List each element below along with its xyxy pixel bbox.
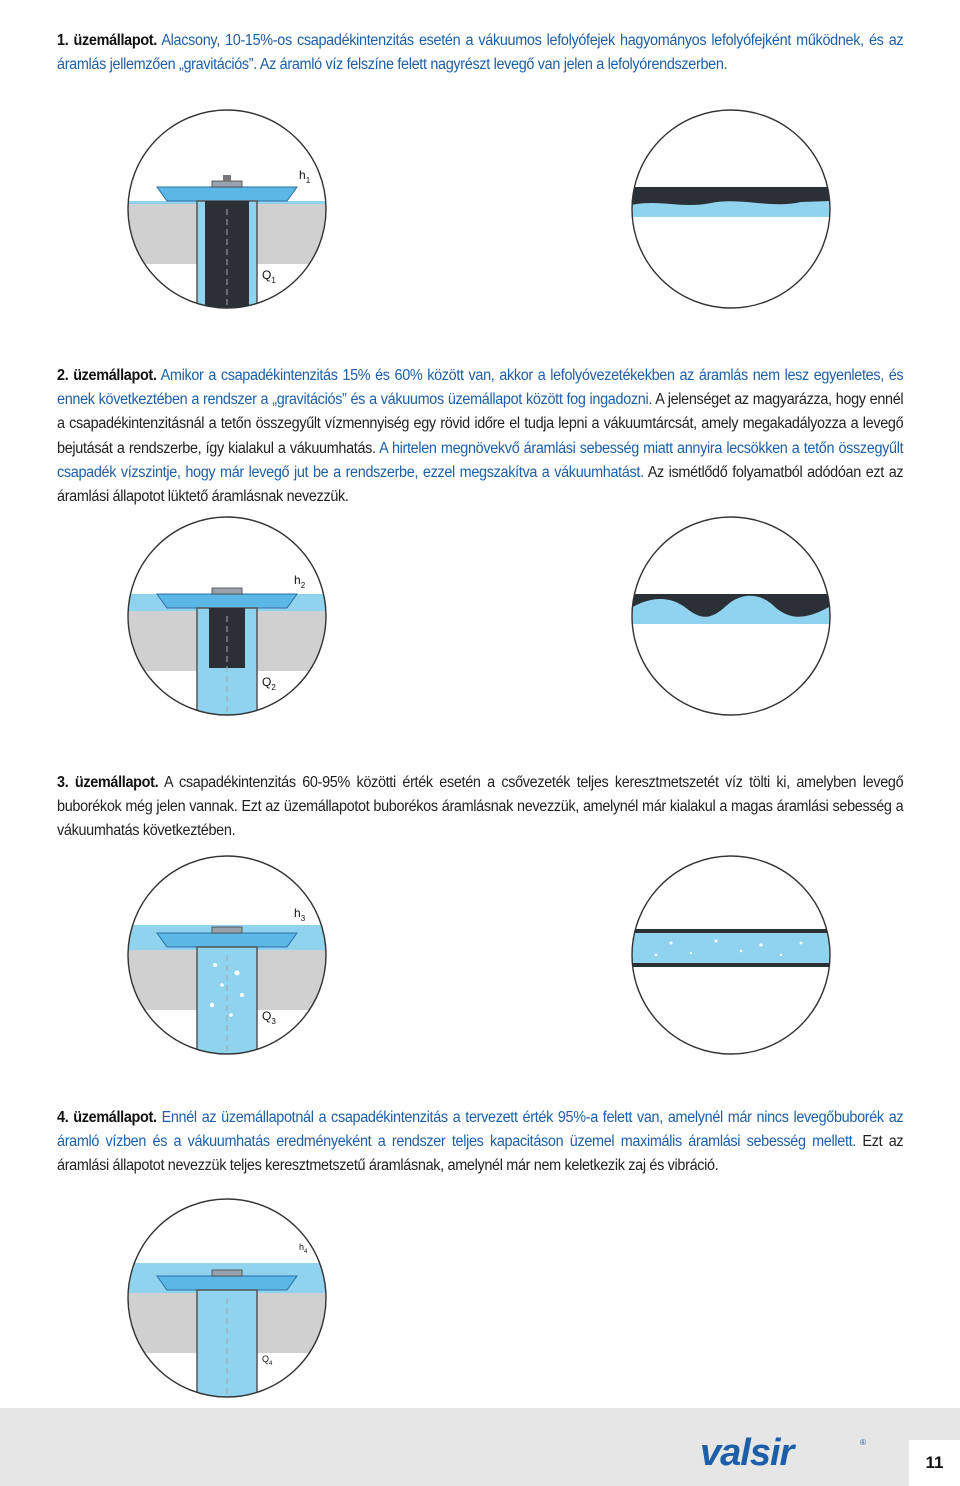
water-surface [631, 201, 831, 217]
vacuum-disc [212, 181, 242, 187]
page-number: 11 [909, 1440, 960, 1486]
q2-label: $Q_2$ [262, 675, 276, 692]
section-3-flow-diagram [631, 855, 831, 1055]
section-1-paragraph [57, 29, 903, 77]
section-4-heading: 4. üzemállapot. [57, 1109, 157, 1126]
section-2-heading: 2. üzemállapot. [57, 367, 157, 384]
section-2-text-dark-2: A hirtelen megnövekvő áramlási sebesség miatt annyira lecsökken a tetőn összegyűlt csapadék vízszintje, hogy már levegő jut be a rendszerbe, ezzel megszakítva a vákuumhatást. [57, 439, 904, 481]
q3-label: $Q_3$ [262, 1009, 276, 1026]
valsir-logo: valsir [700, 1432, 794, 1474]
section-3-heading: 3. üzemállapot. [57, 774, 159, 791]
section-1-heading: 1. üzemállapot. [57, 32, 157, 49]
section-2-text-blue: Amikor a csapadékintenzitás 15% és 60% között van, akkor a lefolyóvezetékekben az áramlás nem lesz egyenletes, és ennek következtében a rendszer a „gravitációs” és a vákuumos üzemállapot között fog ingadozni. [57, 367, 904, 409]
bubbly-water [631, 933, 831, 963]
section-2-text-dark-3: Az ismétlődő folyamatból adódóan ezt az áramlási állapotot lüktető áramlásnak nevezzük. [57, 463, 904, 506]
section-4-text-blue: Ennél az üzemállapotnál a csapadékintenzitás a tervezett érték 95%-a felett van, amelynél már nincs levegőbuborék az áramló vízben és a vákuumhatás eredményeként a rendszer teljes kapacitáson üzemel maximális áramlási sebesség mellett. [57, 1109, 904, 1151]
h2-label: $h_2$ [294, 573, 306, 590]
section-3-text-1: A csapadékintenzitás 60-95% közötti érték esetén a csővezeték teljes keresztmetszetét víz tölti ki, amelyben levegő buborékok még jelen vannak. [57, 774, 904, 816]
section-1-drain-diagram [127, 109, 327, 309]
section-4-paragraph [57, 1106, 903, 1179]
h4-label: $h_4$ [299, 1242, 308, 1255]
footer-bar [0, 1408, 960, 1486]
section-2-paragraph [57, 364, 903, 509]
section-4-text-dark: Ezt az áramlási állapotot nevezzük teljes keresztmetszetű áramlásnak, amelynél már nem keletkezik zaj és vibráció. [57, 1133, 904, 1175]
drain-dish [157, 187, 297, 201]
section-2-drain-diagram [127, 516, 327, 716]
section-2-flow-diagram [631, 516, 831, 716]
section-3-drain-diagram [127, 855, 327, 1055]
section-1-text: Alacsony, 10-15%-os csapadékintenzitás esetén a vákuumos lefolyófejek hagyományos lefolyófejként működnek, és az áramlás jellemzően „gravitációs”. Az áramló víz felszíne felett nagyrészt levegő van jelen a lefolyórendszerben. [57, 32, 904, 74]
h3-label: $h_3$ [294, 906, 306, 923]
section-3-paragraph [57, 771, 903, 844]
registered-mark: ® [860, 1438, 866, 1447]
section-1-flow-diagram [631, 109, 831, 309]
h1-label: $h_1$ [299, 168, 311, 185]
section-2-text-dark-1: A jelenséget az magyarázza, hogy ennél a csapadékintenzitásnál a tetőn összegyűlt vízmennyiség egy rövid időre el tudja lepni a vákuumtárcsát, amely megakadályozza a levegő bejutását a rendszerbe, így kialakul a vákuumhatás. [57, 391, 904, 457]
q1-label: $Q_1$ [262, 268, 276, 285]
q4-label: $Q_4$ [262, 1354, 273, 1367]
section-3-text-2: Ezt az üzemállapotot buborékos áramlásnak nevezzük, amelynél már kialakul a magas áramlási sebesség a vákuumhatás következtében. [57, 798, 904, 840]
section-4-drain-diagram [127, 1198, 327, 1398]
